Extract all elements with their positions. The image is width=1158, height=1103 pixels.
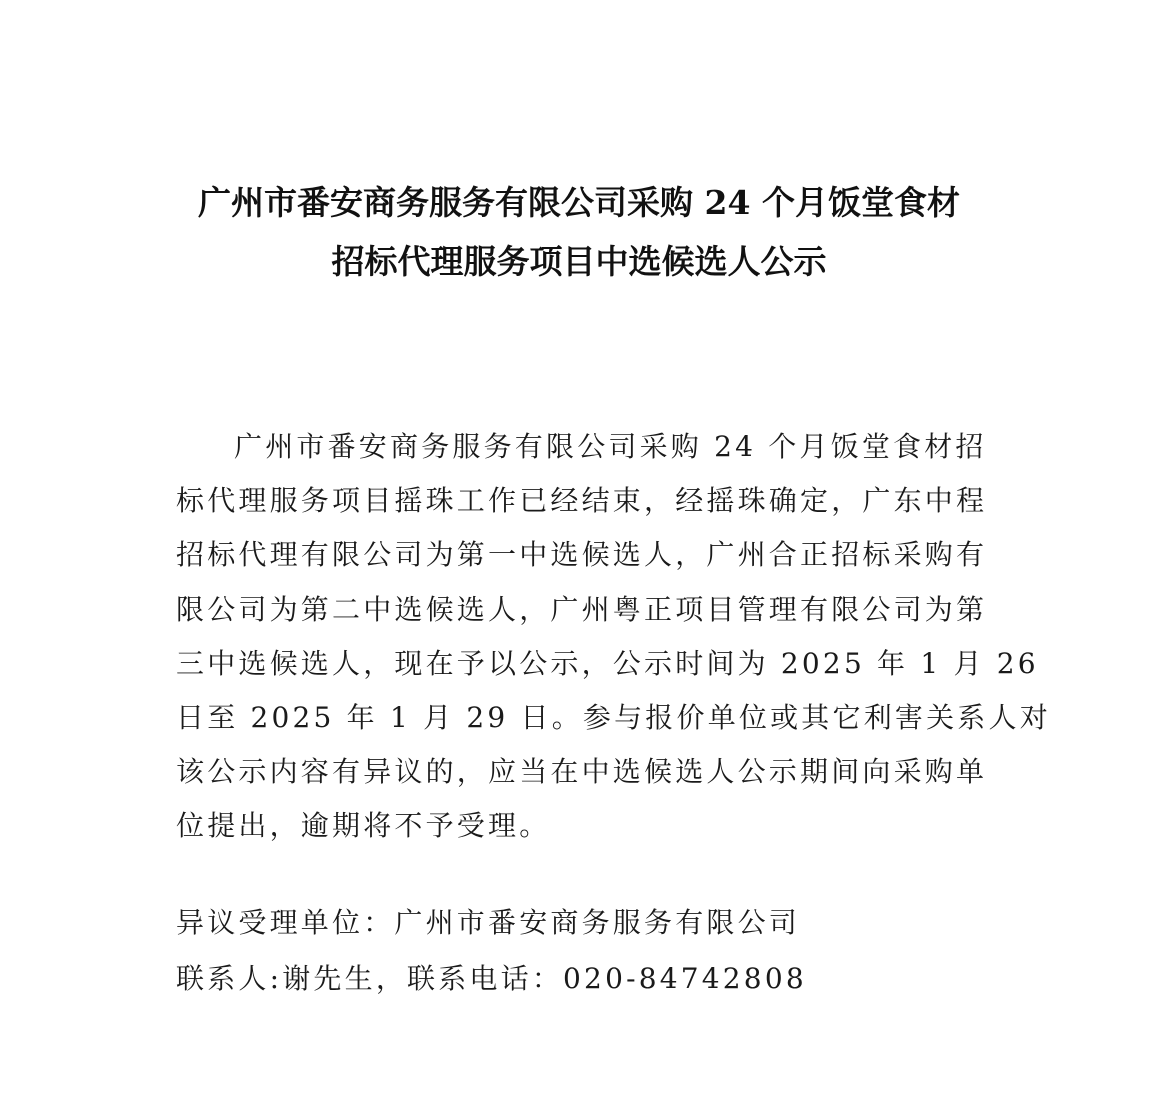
body-line: 限公司为第二中选候选人，广州粤正项目管理有限公司为第	[176, 592, 988, 626]
body-line: 位提出，逾期将不予受理。	[176, 809, 551, 843]
document-title-line-1: 广州市番安商务服务有限公司采购 24 个月饭堂食材	[198, 183, 960, 222]
body-line: 招标代理有限公司为第一中选候选人，广州合正招标采购有	[176, 538, 988, 572]
body-line: 标代理服务项目摇珠工作已经结束，经摇珠确定，广东中程	[176, 484, 988, 518]
announcement-body	[176, 420, 1051, 854]
contact-info: 联系人:谢先生，联系电话：020-84742808	[176, 962, 807, 995]
document-title-line-2: 招标代理服务项目中选候选人公示	[331, 242, 827, 281]
body-line: 三中选候选人，现在予以公示，公示时间为 2025 年 1 月 26	[176, 646, 1039, 680]
body-line: 该公示内容有异议的，应当在中选候选人公示期间向采购单	[176, 755, 988, 789]
body-line: 日至 2025 年 1 月 29 日。参与报价单位或其它利害关系人对	[176, 700, 1051, 734]
body-line: 广州市番安商务服务有限公司采购 24 个月饭堂食材招	[234, 430, 987, 463]
objection-unit: 异议受理单位：广州市番安商务服务有限公司	[176, 906, 801, 939]
